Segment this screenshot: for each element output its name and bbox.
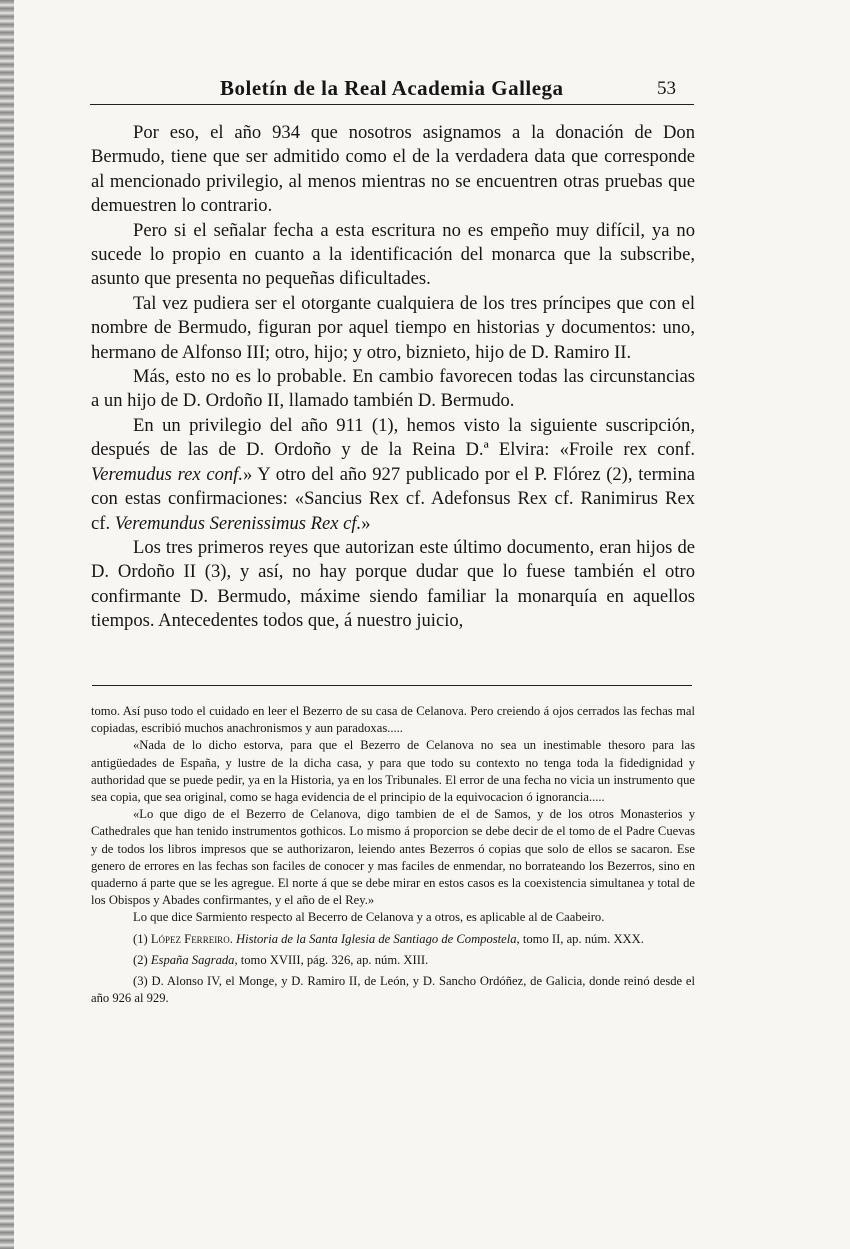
- footnote-quote-1: «Nada de lo dicho estorva, para que el Bezerro de Celanova no sea un inestimable thesoro para las antigüedades de España, y lustre de la dicha casa, y para que todo su contexto no tenga toda la fidedignidad y authoridad que se puede pedir, ya en la Historia, ya en los Tribunales. El error de una fecha no vicia un instrumento que sea copia, que sea original, como se haga evidencia de el principio de la equivocacion ó ignorancia.....: [91, 738, 695, 805]
- page-header: [90, 74, 694, 105]
- paragraph-5-part-a: En un privilegio del año 911 (1), hemos visto la siguiente suscripción, después de las de D. Ordoño y de la Reina D.ª Elvira: «Froile rex conf.: [91, 414, 695, 461]
- paragraph-4: Más, esto no es lo probable. En cambio favorecen todas las circunstancias a un hijo de D. Ordoño II, llamado también D. Bermudo.: [91, 366, 695, 412]
- paragraph-5-part-b: » Y otro del año 927 publicado por el P. Flórez (2), termina con estas confirmaciones: «Sancius Rex cf. Adefonsus Rex cf. Ranimirus Rex cf.: [91, 463, 695, 534]
- paragraph-5-part-c: »: [361, 512, 371, 534]
- main-text: [91, 121, 695, 634]
- paragraph-5: [91, 414, 695, 536]
- running-title: Boletín de la Real Academia Gallega: [220, 76, 564, 100]
- footnote-quote-2: «Lo que digo de el Bezerro de Celanova, digo tambien de el de Samos, y de los otros Monasterios y Cathedrales que han tenido instrumentos gothicos. Lo mismo á proporcion se debe decir de el tomo de el Padre Cuevas y de todos los libros impresos que se authorizaron, leiendo antes Bezerros ó copias que solo de ellos se sacaron. Ese genero de errores en las fechas son faciles de conocer y mas faciles de enmendar, no borrateando los Bezerros, sino en quaderno á parte que se les agregue. El norte á que se debe mirar en estos casos es la coexistencia simultanea y total de los Obispos y Abades confirmantes, y el año de el Rey.»: [91, 807, 695, 908]
- footnote-1-author: López Ferreiro.: [150, 931, 233, 946]
- paragraph-6: Los tres primeros reyes que autorizan este último documento, eran hijos de D. Ordoño II (3), y así, no hay porque dudar que lo fuese también el otro confirmante D. Bermudo, máxime siendo familiar la monarquía en aquellos tiempos. Antecedentes todos que, á nuestro juicio,: [91, 536, 695, 632]
- paragraph-1: Por eso, el año 934 que nosotros asignamos a la donación de Don Bermudo, tiene que ser admitido como el de la verdadera data que corresponde al mencionado privilegio, al menos mientras no se encuentren otras pruebas que demuestren lo contrario.: [91, 122, 695, 217]
- footnote-divider: [92, 685, 692, 686]
- footnotes: [91, 703, 695, 1007]
- footnote-2-reference: tomo XVIII, pág. 326, ap. núm. XIII.: [240, 952, 429, 967]
- paragraph-5-italic-1: Veremudus rex conf.: [91, 463, 243, 485]
- footnote-continuation: tomo. Así puso todo el cuidado en leer el Bezerro de su casa de Celanova. Pero creiendo á ojos cerrados las fechas mal copiadas, escribió muchos anachronismos y aun paradoxas.....: [91, 704, 695, 736]
- paragraph-2: Pero si el señalar fecha a esta escritura no es empeño muy difícil, ya no sucede lo propio en cuanto a la identificación del monarca que la subscribe, asunto que presenta no pequeñas dificultades.: [91, 219, 695, 290]
- footnote-remark: Lo que dice Sarmiento respecto al Becerro de Celanova y a otros, es aplicable al de Caabeiro.: [133, 910, 605, 925]
- page-number: 53: [657, 78, 676, 99]
- scan-edge: [0, 0, 14, 1249]
- footnote-2: [91, 952, 695, 969]
- footnote-2-title: España Sagrada,: [150, 952, 238, 967]
- footnote-1-mark: (1): [133, 931, 148, 946]
- footnote-1-title: Historia de la Santa Iglesia de Santiago de Compostela,: [236, 931, 520, 946]
- paragraph-3: Tal vez pudiera ser el otorgante cualquiera de los tres príncipes que con el nombre de Bermudo, figuran por aquel tiempo en historias y documentos: uno, hermano de Alfonso III; otro, hijo; y otro, biznieto, hijo de D. Ramiro II.: [91, 292, 695, 363]
- paragraph-5-italic-2: Veremundus Serenissimus Rex cf.: [114, 512, 362, 534]
- footnote-1-reference: tomo II, ap. núm. XXX.: [522, 931, 644, 946]
- footnote-2-mark: (2): [133, 952, 148, 967]
- footnote-3-text: D. Alonso IV, el Monge, y D. Ramiro II, de León, y D. Sancho Ordóñez, de Galicia, donde reinó desde el año 926 al 929.: [91, 974, 695, 1006]
- footnote-1: [91, 931, 695, 948]
- footnote-3: [91, 973, 695, 1007]
- footnote-3-mark: (3): [133, 974, 148, 989]
